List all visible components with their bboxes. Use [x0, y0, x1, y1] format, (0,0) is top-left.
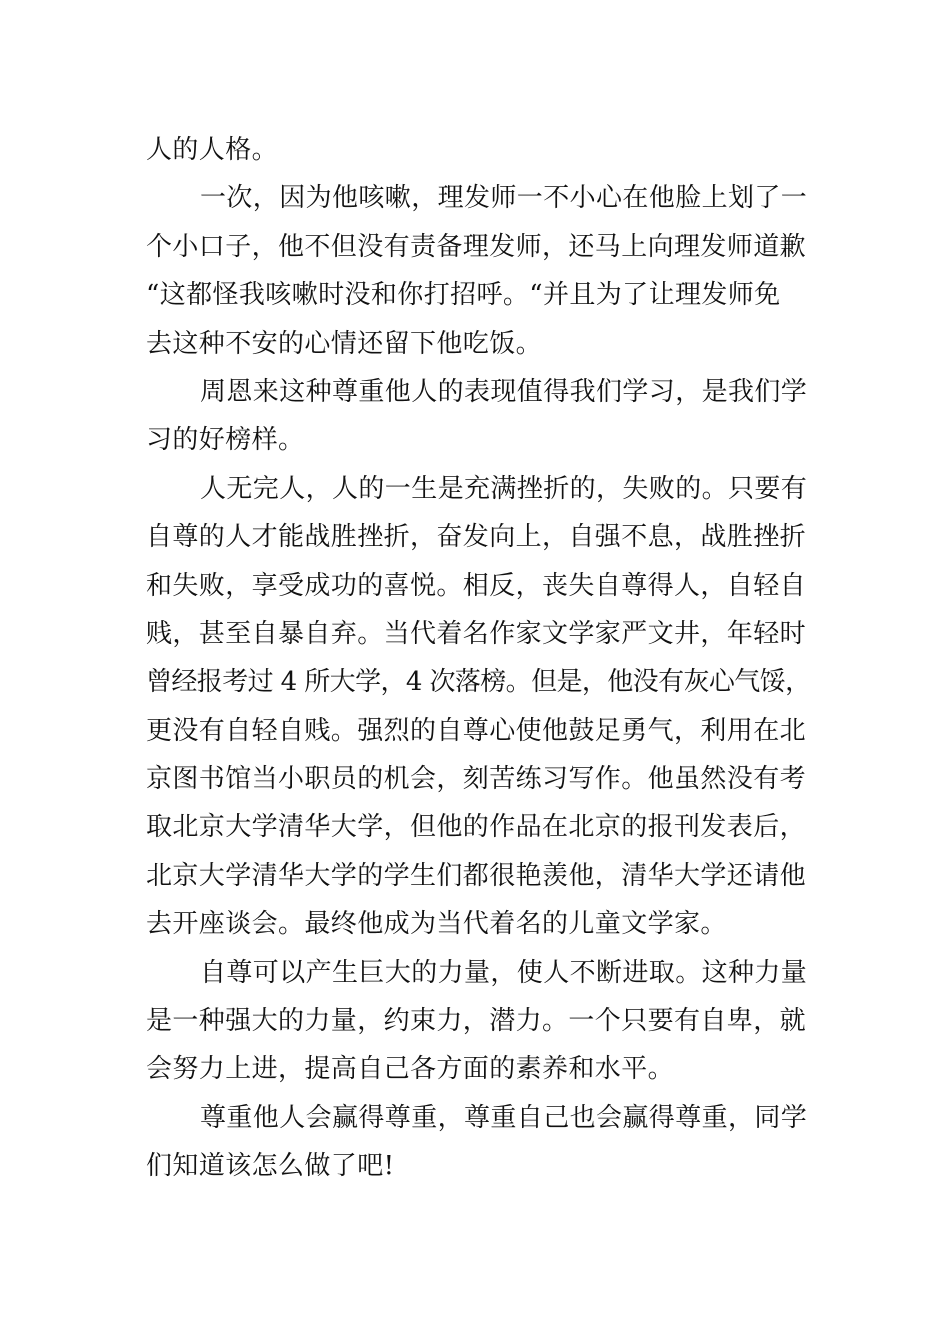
text-line: 会努力上进，提高自己各方面的素养和水平。: [146, 1054, 675, 1085]
text-line: 曾经报考过 4 所大学，4 次落榜。但是，他没有灰心气馁，: [146, 667, 811, 698]
text-line: 们知道该怎么做了吧!: [146, 1151, 395, 1182]
text-line: 和失败，享受成功的喜悦。相反，丧失自尊得人，自轻自: [146, 570, 807, 601]
text-line: 人的人格。: [146, 135, 279, 165]
text-line: “这都怪我咳嗽时没和你打招呼。“并且为了让理发师免: [146, 280, 781, 311]
text-line: 去这种不安的心情还留下他吃饭。: [146, 328, 543, 359]
text-line: 京图书馆当小职员的机会，刻苦练习写作。他虽然没有考: [146, 764, 807, 795]
text-line: 尊重他人会赢得尊重，尊重自己也会赢得尊重，同学: [200, 1102, 808, 1133]
text-line: 自尊的人才能战胜挫折，奋发向上，自强不息，战胜挫折: [146, 522, 807, 553]
text-line: 人无完人，人的一生是充满挫折的，失败的。只要有: [200, 473, 808, 504]
text-line: 北京大学清华大学的学生们都很艳羡他，清华大学还请他: [146, 860, 807, 891]
text-line: 习的好榜样。: [146, 425, 305, 456]
text-line: 个小口子，他不但没有责备理发师，还马上向理发师道歉: [146, 231, 807, 262]
text-line: 自尊可以产生巨大的力量，使人不断进取。这种力量: [200, 957, 808, 988]
text-line: 贱，甚至自暴自弃。当代着名作家文学家严文井，年轻时: [146, 618, 807, 649]
text-line: 更没有自轻自贱。强烈的自尊心使他鼓足勇气，利用在北: [146, 715, 807, 746]
text-line: 一次，因为他咳嗽，理发师一不小心在他脸上划了一: [200, 183, 808, 214]
text-line: 周恩来这种尊重他人的表现值得我们学习，是我们学: [200, 376, 808, 407]
text-line: 去开座谈会。最终他成为当代着名的儿童文学家。: [146, 909, 727, 940]
text-line: 取北京大学清华大学，但他的作品在北京的报刊发表后，: [146, 812, 807, 843]
text-line: 是一种强大的力量，约束力，潜力。一个只要有自卑，就: [146, 1006, 807, 1037]
body-text: [146, 126, 810, 1191]
